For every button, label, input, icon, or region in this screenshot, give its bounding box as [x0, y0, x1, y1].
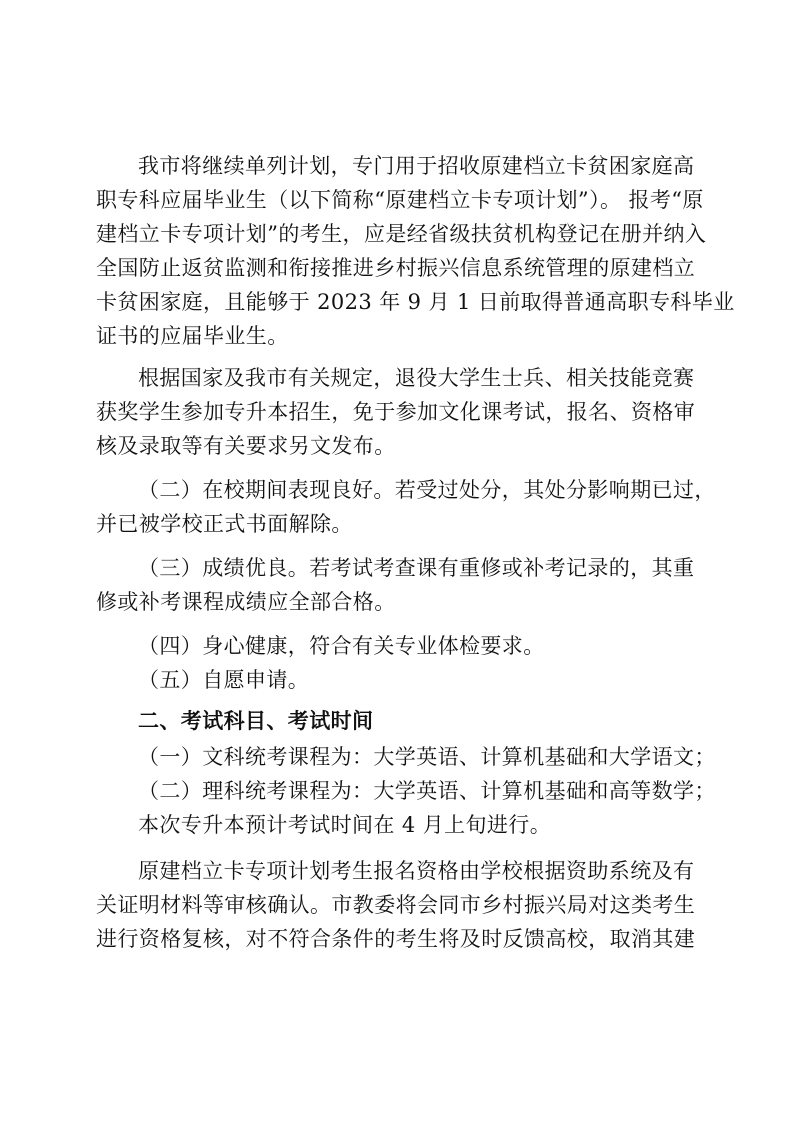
text-line: （一）文科统考课程为：大学英语、计算机基础和大学语文；	[138, 745, 716, 769]
section-heading: 二、考试科目、考试时间	[138, 709, 374, 733]
text-line: 进行资格复核，对不符合条件的考生将及时反馈高校，取消其建	[96, 927, 696, 951]
text-line: 核及录取等有关要求另文发布。	[96, 434, 396, 458]
text-line: 本次专升本预计考试时间在 4 月上旬进行。	[138, 813, 552, 837]
text-line: （二）在校期间表现良好。若受过处分，其处分影响期已过，	[138, 478, 716, 502]
text-line: （四）身心健康，符合有关专业体检要求。	[138, 634, 545, 658]
text-line: 修或补考课程成绩应全部合格。	[96, 590, 396, 614]
text-line: （五）自愿申请。	[138, 668, 310, 692]
text-line: 全国防止返贫监测和衔接推进乡村振兴信息系统管理的原建档立	[96, 256, 696, 280]
text-line: 我市将继续单列计划，专门用于招收原建档立卡贫困家庭高	[138, 154, 695, 178]
text-line: 获奖学生参加专升本招生，免于参加文化课考试，报名、资格审	[96, 400, 696, 424]
text-line: 根据国家及我市有关规定，退役大学生士兵、相关技能竞赛	[138, 366, 695, 390]
text-line: 并已被学校正式书面解除。	[96, 512, 353, 536]
text-line: 原建档立卡专项计划考生报名资格由学校根据资助系统及有	[138, 859, 695, 883]
text-line: 卡贫困家庭，且能够于 2023 年 9 月 1 日前取得普通高职专科毕业	[96, 290, 735, 314]
text-line: 建档立卡专项计划”的考生，应是经省级扶贫机构登记在册并纳入	[96, 222, 707, 246]
text-line: （三）成绩优良。若考试考查课有重修或补考记录的，其重	[138, 556, 695, 580]
text-line: 关证明材料等审核确认。市教委将会同市乡村振兴局对这类考生	[96, 893, 696, 917]
text-line: 职专科应届毕业生（以下简称“原建档立卡专项计划”）。 报考“原	[96, 188, 704, 212]
text-line: （二）理科统考课程为：大学英语、计算机基础和高等数学；	[138, 779, 716, 803]
text-line: 证书的应届毕业生。	[96, 324, 289, 348]
